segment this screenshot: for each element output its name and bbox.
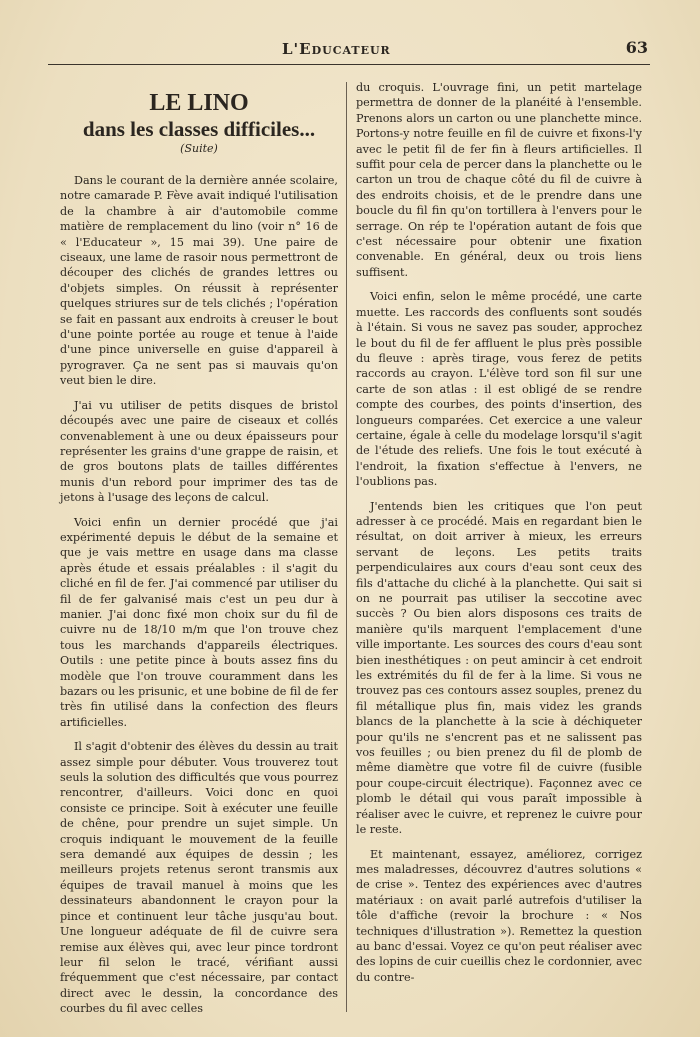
paragraph: J'ai vu utiliser de petits disques de bristol découpés avec une paire de ciseaux et collés convenablement à une ou deux épaisseurs pour représenter les grains d'une grappe de raisin, et de gros boutons plats de tailles différentes munis d'un rebord pour imprimer des tas de jetons à l'usage des leçons de calcul. — [60, 398, 338, 505]
right-column — [356, 80, 642, 994]
paragraph: Et maintenant, essayez, améliorez, corrigez mes maladresses, découvrez d'autres solutions « de crise ». Tentez des expériences avec d'autres matériaux : on avait parlé autrefois d'utiliser la tôle d'affiche (revoir la brochure : « Nos techniques d'illustration »). Remettez la question au banc d'essai. Voyez ce qu'on peut réaliser avec des lopins de cuir cueillis chez le cordonnier, avec du contre- — [356, 847, 642, 984]
header-rule — [48, 64, 650, 65]
article-title: LE LINO — [149, 90, 249, 116]
paragraph: Voici enfin, selon le même procédé, une carte muette. Les raccords des confluents sont soudés à l'étain. Si vous ne savez pas souder, approchez le bout du fil de fer affluent le plus près possible du fleuve : après tirage, vous ferez de petits raccords au crayon. L'élève tord son fil sur une carte de son atlas : il est obligé de se rendre compte des courbes, des points d'insertion, des longueurs comparées. Cet exercice a une valeur certaine, égale à celle du modelage lorsqu'il s'agit de l'étude des reliefs. Une fois le tout exécuté à l'endroit, la fixation s'effectue à l'envers, ne l'oublions pas. — [356, 290, 642, 489]
left-column — [60, 80, 338, 1026]
paragraph: J'entends bien les critiques que l'on peut adresser à ce procédé. Mais en regardant bien le résultat, on doit arriver à mieux, les erreurs servant de leçons. Les petits traits perpendiculaires aux cours d'eau sont ceux des fils d'attache du cliché à la planchette. Qui sait si on ne pourrait pas utiliser la seccotine avec succès ? Ou bien alors disposons ces traits de manière qu'ils marquent l'emplacement d'une ville importante. Les sources des cours d'eau sont bien inesthétiques : on peut amincir à cet endroit les extrémités du fil de fer à la lime. Si vous ne trouvez pas ces contours assez souples, prenez du fil métallique plus fin, mais videz les grands blancs de la planchette à la scie à déchiqueter pour qu'ils ne s'encrent pas et ne salissent pas vos feuilles ; ou bien prenez du fil de plomb de même diamètre que votre fil de cuivre (fusible pour coupe-circuit électrique). Façonnez avec ce plomb le détail qui vous paraît impossible à réaliser avec le cuivre, et reprenez le cuivre pour le reste. — [356, 499, 642, 837]
page-number: 63 — [625, 38, 648, 57]
paragraph: Dans le courant de la dernière année scolaire, notre camarade P. Fève avait indiqué l'utilisation de la chambre à air d'automobile comme matière de remplacement du lino (voir n° 16 de « l'Educateur », 15 mai 39). Une paire de ciseaux, une lame de rasoir nous permettront de découper des clichés de grandes lettres ou d'objets simples. On réussit à représenter quelques striures sur de tels clichés ; l'opération se fait en passant aux endroits à creuser le bout d'une pointe portée au rouge et tenue à l'aide d'une pince universelle en guise d'appareil à pyrograver. Ça ne sent pas si mauvais qu'on veut bien le dire. — [60, 174, 338, 388]
journal-name: L'Educateur — [282, 40, 391, 58]
paragraph-continued: du croquis. L'ouvrage fini, un petit martelage permettra de donner de la planéité à l'ensemble. Prenons alors un carton ou une planchette mince. Portons-y notre feuille en fil de cuivre et fixons-l'y avec le petit fil de fer fin à fleurs artificielles. Il suffit pour cela de percer dans la planchette ou le carton un trou de chaque côté du fil de cuivre à des endroits choisis, et de le prendre dans une boucle du fil fin qu'on tortillera à l'envers pour le serrage. On rép te l'opération autant de fois que c'est nécessaire pour obtenir une fixation convenable. En général, deux ou trois liens suffisent. — [356, 81, 642, 279]
paragraph: Il s'agit d'obtenir des élèves du dessin au trait assez simple pour débuter. Vous trouverez tout seuls la solution des difficultés que vous pourrez rencontrer, d'ailleurs. Voici donc en quoi consiste ce principe. Soit à exécuter une feuille de chêne, pour prendre un sujet simple. Un croquis indiquant le mouvement de la feuille sera demandé aux équipes de dessin ; les meilleurs projets retenus seront transmis aux équipes de travail manuel à moins que les dessinateurs abandonnent le crayon pour la pince et continuent leur tâche jusqu'au bout. Une longueur adéquate de fil de cuivre sera remise aux élèves qui, avec leur pince tordront leur fil selon le tracé, vérifiant aussi fréquemment que c'est nécessaire, par contact direct avec le dessin, la concordance des courbes du fil avec celles — [60, 740, 338, 1016]
column-divider — [346, 82, 347, 1012]
suite-label: (Suite) — [180, 142, 218, 155]
paragraph: Voici enfin un dernier procédé que j'ai expérimenté depuis le début de la semaine et que je vais mettre en usage dans ma classe après étude et essais préalables : il s'agit du cliché en fil de fer. J'ai commencé par utiliser du fil de fer galvanisé mais c'est un peu dur à manier. J'ai donc fixé mon choix sur du fil de cuivre nu de 18/10 m/m que l'on trouve chez tous les marchands d'appareils électriques. Outils : une petite pince à bouts assez fins du modèle que l'on trouve couramment dans les bazars ou les prisunic, et une bobine de fil de fer très fin utilisé dans la confection des fleurs artificielles. — [60, 515, 338, 729]
running-header — [48, 38, 648, 60]
article-subtitle: dans les classes difficiles... — [82, 117, 316, 141]
